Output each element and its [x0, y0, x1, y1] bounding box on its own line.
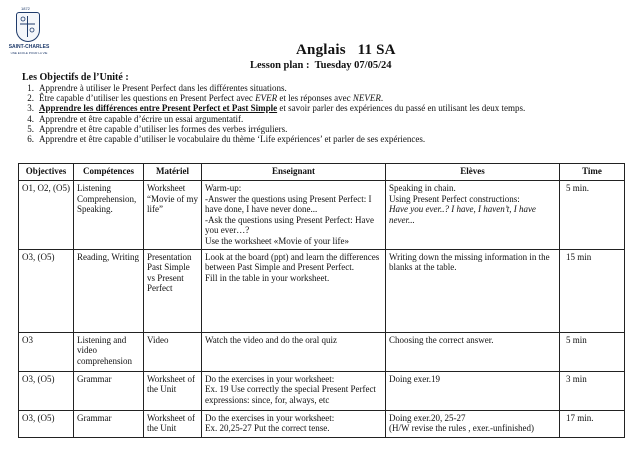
- table-row: [19, 249, 625, 332]
- objective-item: 5. Apprendre et être capable d’utiliser les formes des verbes irréguliers.: [27, 123, 288, 134]
- col-header-eleves: Elèves: [386, 164, 560, 181]
- logo-tagline: UNE ECOLE POUR LA VIE: [10, 51, 48, 55]
- table-row: [19, 181, 625, 250]
- col-header-enseignant: Enseignant: [202, 164, 386, 181]
- shield-icon: [16, 12, 40, 42]
- cell-objectives: O3, (O5): [19, 371, 74, 410]
- table-header-row: [19, 164, 625, 181]
- cell-enseignant: Look at the board (ppt) and learn the differences between Past Simple and Present Perfect. Fill in the table in your worksheet.: [202, 249, 386, 332]
- table-row: [19, 332, 625, 371]
- cell-time: 5 min.: [560, 181, 625, 250]
- table-row: [19, 371, 625, 410]
- page-subtitle: Lesson plan : Tuesday 07/05/24: [250, 60, 392, 71]
- cell-objectives: O3, (O5): [19, 410, 74, 437]
- objective-item: 6. Apprendre et être capable d’utiliser le vocabulaire du thème ‘Life expériences’ et parler de ses expériences.: [27, 133, 426, 144]
- cell-time: 5 min: [560, 332, 625, 371]
- cell-objectives: O3, (O5): [19, 249, 74, 332]
- cell-objectives: O1, O2, (O5): [19, 181, 74, 250]
- objective-item: 2. Être capable d’utiliser les questions en Present Perfect avec EVER et les réponses avec NEVER.: [27, 93, 384, 104]
- objective-item: 3. Apprendre les différences entre Present Perfect et Past Simple et savoir parler des expériences du passé en utilisant les deux temps.: [27, 103, 526, 114]
- col-header-competences: Compétences: [74, 164, 144, 181]
- cell-materiel: Worksheet of the Unit: [144, 410, 202, 437]
- cell-competences: Listening Comprehension, Speaking.: [74, 181, 144, 250]
- cell-time: 3 min: [560, 371, 625, 410]
- cell-eleves: Speaking in chain. Using Present Perfect constructions: Have you ever..? I have, I haven’t, I have never...: [386, 181, 560, 250]
- cell-materiel: Worksheet of the Unit: [144, 371, 202, 410]
- cell-competences: Listening and video comprehension: [74, 332, 144, 371]
- cell-eleves: Doing exer.19: [386, 371, 560, 410]
- cell-materiel: Video: [144, 332, 202, 371]
- col-header-time: Time: [560, 164, 625, 181]
- cell-enseignant: Do the exercises in your worksheet: Ex. 19 Use correctly the special Present Perfect expressions: since, for, always, etc: [202, 371, 386, 410]
- page-title: Anglais 11 SA: [296, 42, 396, 58]
- cell-eleves: Choosing the correct answer.: [386, 332, 560, 371]
- logo-year: 1872: [21, 6, 30, 11]
- cell-enseignant: Watch the video and do the oral quiz: [202, 332, 386, 371]
- cell-competences: Grammar: [74, 410, 144, 437]
- cell-materiel: Presentation Past Simple vs Present Perfect: [144, 249, 202, 332]
- objective-item: 1. Apprendre à utiliser le Present Perfect dans les différentes situations.: [27, 83, 287, 93]
- cell-competences: Reading, Writing: [74, 249, 144, 332]
- objectives-heading: Les Objectifs de l’Unité :: [22, 72, 129, 83]
- cell-eleves: Writing down the missing information in the blanks at the table.: [386, 249, 560, 332]
- cell-time: 17 min.: [560, 410, 625, 437]
- cell-objectives: O3: [19, 332, 74, 371]
- cell-time: 15 min: [560, 249, 625, 332]
- col-header-materiel: Matériel: [144, 164, 202, 181]
- cell-enseignant: Do the exercises in your worksheet: Ex. 20,25-27 Put the correct tense.: [202, 410, 386, 437]
- cell-materiel: Worksheet “Movie of my life”: [144, 181, 202, 250]
- cell-eleves: Doing exer.20, 25-27 (H/W revise the rules , exer.-unfinished): [386, 410, 560, 437]
- lesson-plan-table: [18, 163, 625, 438]
- objectives-list: [22, 83, 525, 144]
- school-logo: [7, 6, 51, 68]
- cell-competences: Grammar: [74, 371, 144, 410]
- logo-name: SAINT-CHARLES: [8, 44, 50, 50]
- col-header-objectives: Objectives: [19, 164, 74, 181]
- cell-enseignant: Warm-up: -Answer the questions using Present Perfect: I have done, I have never done... -Ask the questions using Present Perfect: Have you ever…? Use the worksheet «Movie of your life»: [202, 181, 386, 250]
- table-row: [19, 410, 625, 437]
- objective-item: 4. Apprendre et être capable d’écrire un essai argumentatif.: [27, 113, 244, 124]
